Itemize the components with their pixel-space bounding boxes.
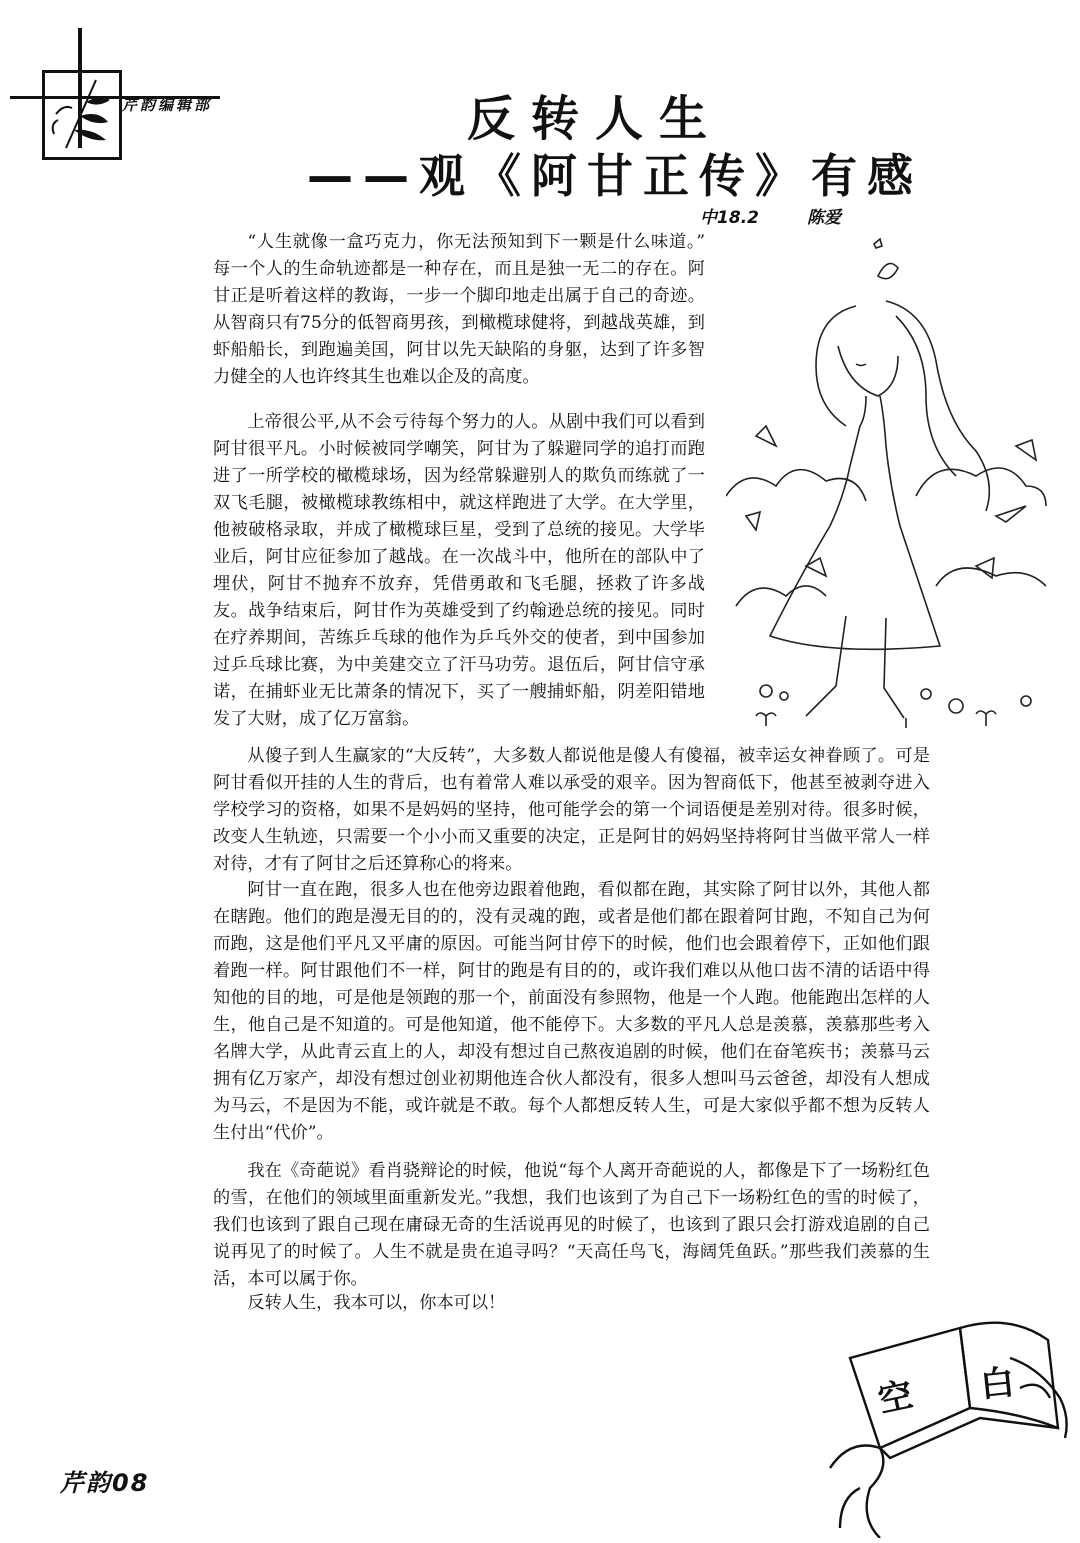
department-name: 芹韵编辑部: [122, 96, 213, 114]
author-class: 中18.2: [700, 208, 759, 228]
paragraph-2: 上帝很公平,从不会亏待每个努力的人。从剧中我们可以看到阿甘很平凡。小时候被同学嘲笑，阿甘为了躲避同学的追打而跑进了一所学校的橄榄球场，因为经常躲避别人的欺负而练就了一双飞毛腿，被橄榄球教练相中，就这样跑进了大学。在大学里，他被破格录取，并成了橄榄球巨星，受到了总统的接见。大学毕业后，阿甘应征参加了越战。在一次战斗中，他所在的部队中了埋伏，阿甘不抛弃不放弃，凭借勇敢和飞毛腿，拯救了许多战友。战争结束后，阿甘作为英雄受到了约翰逊总统的接见。同时在疗养期间，苦练乒乓球的他作为乒乓外交的使者，到中国参加过乒乓球比赛，为中美建交立了汗马功劳。退伍后，阿甘信守承诺，在捕虾业无比萧条的情况下，买了一艘捕虾船，阴差阳错地发了大财，成了亿万富翁。: [213, 412, 705, 729]
book-right-text: 白: [978, 1362, 1017, 1406]
paragraph-5: 我在《奇葩说》看肖骁辩论的时候，他说“每个人离开奇葩说的人，都像是下了一场粉红色的雪，在他们的领域里面重新发光。”我想，我们也该到了为自己下一场粉红色的雪的时候了，我们也该到了跟自己现在庸碌无奇的生活说再见的时候了，也该到了跟只会打游戏追剧的自己说再见了的时候了。人生不就是贵在追寻吗？“天高任鸟飞，海阔凭鱼跃。”那些我们羡慕的生活，本可以属于你。: [213, 1161, 930, 1289]
author-name: 陈爱: [806, 208, 841, 228]
girl-illustration: [726, 236, 1056, 736]
paragraph-6: 反转人生，我本可以，你本可以！: [247, 1293, 506, 1313]
byline: [700, 203, 841, 228]
paragraph-4: 阿甘一直在跑，很多人也在他旁边跟着他跑，看似都在跑，其实除了阿甘以外，其他人都在瞎跑。他们的跑是漫无目的的，没有灵魂的跑，或者是他们都在跟着阿甘跑，不知自己为何而跑，这是他们平凡又平庸的原因。可能当阿甘停下的时候，他们也会跟着停下，正如他们跟着跑一样。阿甘跟他们不一样，阿甘的跑是有目的的，或许我们难以从他口齿不清的话语中得知他的目的地，可是他是领跑的那一个，前面没有参照物，他是一个人跑。他能跑出怎样的人生，他自己是不知道的。可是他知道，他不能停下。大多数的平凡人总是羡慕，羡慕那些考入名牌大学，从此青云直上的人，却没有想过自己熬夜追剧的时候，他们在奋笔疾书；羡慕马云拥有亿万家产，却没有想过创业初期他连合伙人都没有，很多人想叫马云爸爸，却没有人想成为马云，不是因为不能，或许就是不敢。每个人都想反转人生，可是大家似乎都不想为反转人生付出“代价”。: [213, 880, 930, 1143]
book-hands-icon: [820, 1318, 1075, 1538]
open-book-illustration: [820, 1318, 1075, 1538]
book-left-text: 空: [874, 1374, 917, 1422]
page-footer: 芹韵08: [60, 1469, 150, 1497]
paragraph-1: “人生就像一盒巧克力，你无法预知到下一颗是什么味道。” 每一个人的生命轨迹都是一种存在，而且是独一无二的存在。阿甘正是听着这样的教诲，一步一个脚印地走出属于自己的奇迹。从智商只有75分的低智商男孩，到橄榄球健将，到越战英雄，到虾船船长，到跑遍美国，阿甘以先天缺陷的身躯，达到了许多智力健全的人也许终其生也难以企及的高度。: [213, 232, 705, 387]
paragraph-3: 从傻子到人生赢家的“大反转”，大多数人都说他是傻人有傻福，被幸运女神眷顾了。可是阿甘看似开挂的人生的背后，也有着常人难以承受的艰辛。因为智商低下，他甚至被剥夺进入学校学习的资格，如果不是妈妈的坚持，他可能学会的第一个词语便是差别对待。很多时候，改变人生轨迹，只需要一个小小而又重要的决定，正是阿甘的妈妈坚持将阿甘当做平常人一样对待，才有了阿甘之后还算称心的将来。: [213, 746, 930, 874]
article-subtitle: ——观《阿甘正传》有感: [307, 149, 923, 203]
article-title: 反转人生: [466, 91, 723, 147]
